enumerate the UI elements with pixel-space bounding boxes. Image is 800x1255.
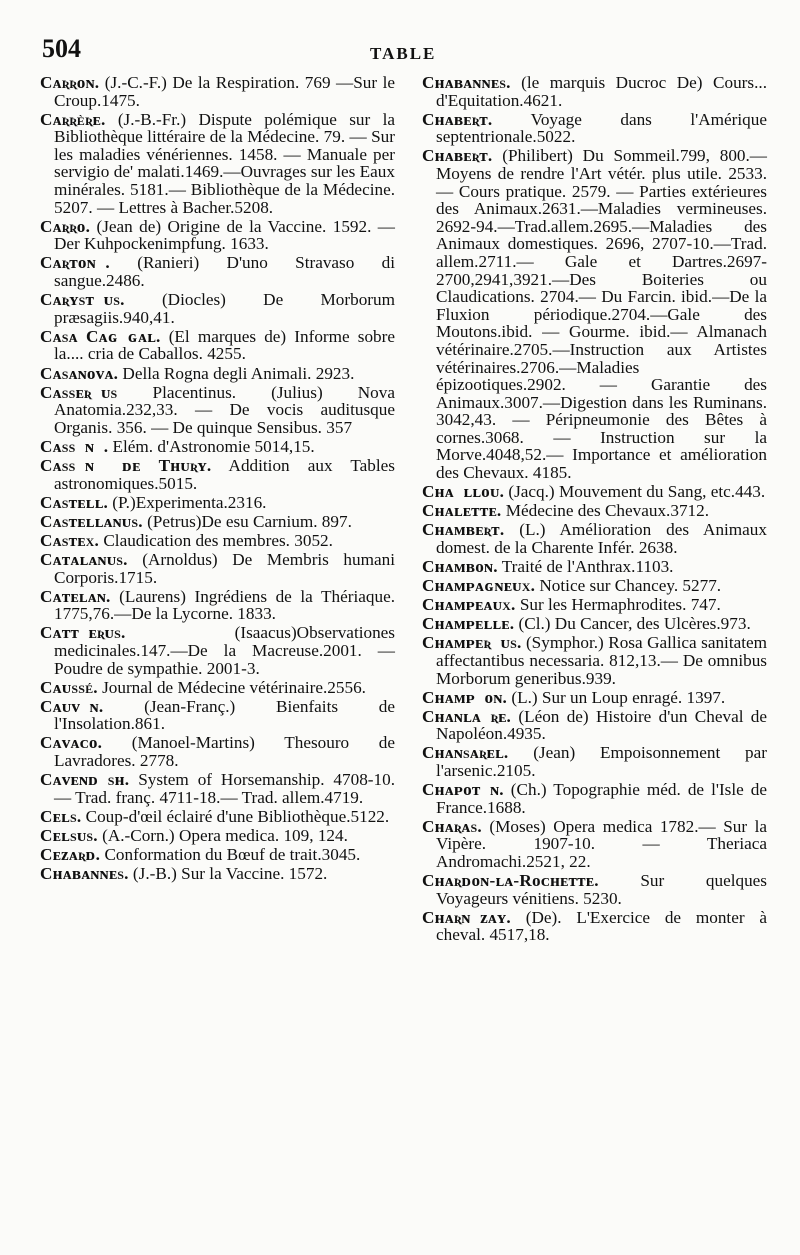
entry-text: Notice sur Chancey. 5277.: [539, 576, 722, 596]
entry-text: (Symphor.) Rosa Gallica sanitatem affectantibus necessaria. 812,13.— De omnibus Morborum generibus.939.: [436, 633, 768, 688]
entry-headword: Cʜᴀʙᴀɴɴᴇs.: [40, 864, 129, 884]
index-entry: [422, 502, 767, 520]
entry-headword: Cᴀʀᴛᴏɴɪ.: [40, 253, 110, 273]
entry-headword: Cʜᴀᴍᴘɪᴏɴ.: [422, 687, 508, 707]
entry-text: Sur les Hermaphrodites. 747.: [519, 595, 721, 615]
index-entry: [40, 679, 395, 697]
index-entry: [40, 588, 395, 623]
entry-headword: Cʜᴀʀᴀs.: [422, 816, 482, 836]
index-entry: [40, 846, 395, 864]
entry-text: (Jean de) Origine de la Vaccine. 1592. — Der Kuhpockenimpfung. 1633.: [54, 216, 395, 254]
left-column: [40, 74, 395, 884]
entry-headword: Cʜᴀᴘᴏᴛɪɴ.: [422, 780, 504, 800]
entry-headword: Cᴀᴛᴇʟᴀɴ.: [40, 586, 111, 606]
entry-text: (Jean-Franç.) Bienfaits de l'Insolation.861.: [54, 696, 395, 734]
entry-headword: Cʜᴀʀᴅᴏɴ-ʟᴀ-Rᴏᴄʜᴇᴛᴛᴇ.: [422, 871, 599, 891]
entry-headword: Cᴀsᴛᴇʟʟ.: [40, 492, 108, 512]
entry-text: (Ranieri) D'uno Stravaso di sangue.2486.: [54, 253, 395, 291]
entry-headword: Cᴀssɪɴɪ.: [40, 436, 109, 456]
index-entry: [40, 865, 395, 883]
entry-headword: Cᴀᴛᴛɪᴇʀᴜs.: [40, 623, 126, 643]
entry-text: (El marques de) Informe sobre la.... cria de Caballos. 4255.: [54, 326, 395, 364]
entry-text: Médecine des Chevaux.3712.: [505, 501, 710, 521]
entry-text: (J.-B.-Fr.) Dispute polémique sur la Bibliothèque littéraire de la Médecine. 79. — Sur les maladies vénériennes. 1458. — Manuale per servigio de' malati.1469.—Ouvrages sur les Eaux minérales. 5181.— Bibliothèque de la Médecine. 5207. — Lettres à Bacher.5208.: [54, 109, 396, 217]
index-entry: [40, 365, 395, 383]
entry-text: Elém. d'Astronomie 5014,15.: [112, 436, 315, 456]
entry-headword: Cᴀᴜᴠɪɴ.: [40, 696, 104, 716]
index-entry: [422, 596, 767, 614]
entry-headword: Cᴀʀʀᴏɴ.: [40, 73, 100, 92]
index-entry: [40, 328, 395, 363]
entry-headword: Cᴇʟs.: [40, 806, 82, 826]
entry-text: Addition aux Tables astronomiques.5015.: [54, 455, 395, 493]
entry-headword: Cʜᴀᴍᴘᴇʀɪᴜs.: [422, 633, 522, 653]
entry-text: (De). L'Exercice de monter à cheval. 4517,18.: [436, 907, 767, 945]
running-head: TABLE: [370, 44, 437, 63]
entry-text: (Moses) Opera medica 1782.— Sur la Vipère. 1907-10. — Theriaca Andromachi.2521, 22.: [436, 816, 767, 872]
entry-headword: Cᴀᴠᴀᴄᴏ.: [40, 733, 103, 753]
entry-headword: Cᴀʀʏsᴛɪᴜs.: [40, 290, 125, 310]
index-entry: [40, 827, 395, 845]
entry-text: Placentinus. (Julius) Nova Anatomia.232,33. — De vocis auditusque Organis. 356. — De quinque Sensibus. 357: [54, 382, 395, 437]
entry-text: Traité de l'Anthrax.1103.: [501, 557, 674, 577]
entry-text: (J.-B.) Sur la Vaccine. 1572.: [132, 864, 328, 884]
entry-text: (Jean) Empoisonnement par l'arsenic.2105.: [436, 743, 767, 781]
index-entry: [40, 698, 395, 733]
index-entry: [422, 521, 767, 556]
entry-headword: Cᴀsᴀɴᴏᴠᴀ.: [40, 363, 119, 383]
entry-text: Conformation du Bœuf de trait.3045.: [104, 844, 361, 864]
entry-headword: Cʜᴀᴍᴘᴀɢɴᴇᴜx.: [422, 576, 536, 596]
entry-text: (Jacq.) Mouvement du Sang, etc.443.: [508, 482, 766, 502]
index-entry: [40, 254, 395, 289]
entry-headword: Cʜᴀʟᴇᴛᴛᴇ.: [422, 501, 502, 521]
entry-headword: Cᴀsᴀ Cᴀɢɪɢᴀʟ.: [40, 326, 161, 346]
entry-headword: Cʜᴀɴʟᴀɪʀᴇ.: [422, 706, 512, 726]
index-entry: [40, 291, 395, 326]
entry-text: (Léon de) Histoire d'un Cheval de Napoléon.4935.: [436, 706, 767, 744]
index-entry: [40, 624, 395, 677]
entry-text: (Cl.) Du Cancer, des Ulcères.973.: [518, 614, 751, 634]
index-entry: [422, 744, 767, 779]
entry-headword: Cʜᴀʙᴀɴɴᴇs.: [422, 73, 511, 92]
entry-headword: Cʜᴀɴsᴀʀᴇʟ.: [422, 743, 509, 763]
index-entry: [422, 483, 767, 501]
index-entry: [422, 111, 767, 146]
index-entry: [422, 818, 767, 871]
index-entry: [422, 147, 767, 481]
right-column: [422, 74, 767, 946]
index-entry: [40, 74, 395, 109]
index-entry: [422, 689, 767, 707]
entry-headword: Cᴇʟsᴜs.: [40, 825, 98, 845]
entry-text: (Philibert) Du Sommeil.799, 800.—Moyens de rendre l'Art vétér. plus utile. 2533. — Cours pratique. 2579. — Parties extérieures des Animaux.2631.—Maladies vermineuses. 2692-94.—Trad.allem.2695.—Maladies des Animaux domestiques. 2696, 2707-10.—Trad. allem.2711.— Gale et Dartres.2697-2700,2941,3921.—Des Boiteries ou Claudications. 2704.— Du Farcin. ibid.—De la Fluxion périodique.2704.—Gale des Moutons.ibid. — Gourme. ibid.— Almanach vétérinaire.2705.—Instruction aux Artistes vétérinaires.2706.—Maladies épizootiques.2902. — Garantie des Animaux.3007.—Digestion dans les Ruminans. 3042,43. — Péripneumonie des Bêtes à cornes.3068. — Instruction sur la Morve.4048,52.— Importance et amélioration des Chevaux. 4185.: [436, 146, 767, 483]
entry-text: (Arnoldus) De Membris humani Corporis.1715.: [54, 549, 395, 587]
index-entry: [422, 577, 767, 595]
entry-text: (Manoel-Martins) Thesouro de Lavradores. 2778.: [54, 733, 396, 770]
entry-text: Coup-d'œil éclairé d'une Bibliothèque.5122.: [85, 806, 390, 826]
entry-text: (J.-C.-F.) De la Respiration. 769 —Sur le Croup.1475.: [54, 73, 395, 110]
entry-headword: Cʜᴀɪʟʟᴏᴜ.: [422, 482, 505, 502]
index-entry: [40, 513, 395, 531]
entry-headword: Cᴀᴠᴇɴᴅɪsʜ.: [40, 770, 130, 790]
index-entry: [422, 781, 767, 816]
index-entry: [422, 74, 767, 109]
index-entry: [40, 494, 395, 512]
page-number: 504: [42, 34, 81, 63]
entry-headword: Cᴀssɪɴɪ ᴅᴇ Tʜᴜʀʏ.: [40, 455, 212, 475]
entry-text: (Diocles) De Morborum præsagiis.940,41.: [54, 290, 395, 327]
index-entry: [422, 708, 767, 743]
entry-text: (Laurens) Ingrédiens de la Thériaque. 1775,76.—De la Lycorne. 1833.: [54, 586, 396, 624]
entry-headword: Cᴀsᴛᴇʟʟᴀɴᴜs.: [40, 511, 143, 531]
entry-headword: Cᴀssᴇʀɪᴜs: [40, 382, 118, 402]
entry-headword: Cᴀʀʀèʀᴇ.: [40, 109, 106, 129]
index-entry: [40, 532, 395, 550]
entry-headword: Cʜᴀᴍᴘᴇʟʟᴇ.: [422, 614, 515, 634]
entry-headword: Cᴇᴢᴀʀᴅ.: [40, 844, 101, 864]
index-entry: [40, 457, 395, 492]
entry-text: (A.-Corn.) Opera medica. 109, 124.: [102, 825, 348, 845]
entry-text: Claudication des membres. 3052.: [103, 530, 333, 550]
entry-headword: Cʜᴀʀɴɪᴢᴀʏ.: [422, 907, 511, 927]
index-entry: [422, 634, 767, 687]
index-entry: [40, 218, 395, 253]
index-entry: [422, 909, 767, 944]
entry-text: (L.) Sur un Loup enragé. 1397.: [511, 687, 726, 707]
index-entry: [40, 111, 395, 217]
entry-text: (Isaacus)Observationes medicinales.147.—De la Macreuse.2001. — Poudre de sympathie. 2001-3.: [54, 623, 395, 678]
index-entry: [40, 808, 395, 826]
entry-text: Voyage dans l'Amérique septentrionale.5022.: [436, 109, 767, 147]
index-entry: [422, 872, 767, 907]
index-entry: [40, 771, 395, 806]
index-entry: [40, 551, 395, 586]
entry-text: (P.)Experimenta.2316.: [112, 492, 267, 512]
index-entry: [40, 384, 395, 437]
entry-headword: Cᴀʀʀᴏ.: [40, 216, 91, 236]
entry-headword: Cʜᴀᴍʙᴏɴ.: [422, 557, 498, 577]
entry-text: Journal de Médecine vétérinaire.2556.: [102, 677, 366, 697]
index-entry: [422, 558, 767, 576]
entry-headword: Cʜᴀʙᴇʀᴛ.: [422, 146, 493, 166]
entry-headword: Cʜᴀᴍᴘᴇᴀᴜx.: [422, 595, 516, 615]
entry-headword: Cᴀsᴛᴇx.: [40, 530, 100, 550]
entry-text: Della Rogna degli Animali. 2923.: [122, 363, 355, 383]
index-entry: [422, 615, 767, 633]
entry-headword: Cʜᴀᴍʙᴇʀᴛ.: [422, 520, 505, 540]
entry-text: System of Horsemanship. 4708-10. — Trad. franç. 4711-18.— Trad. allem.4719.: [54, 770, 395, 807]
entry-headword: Cʜᴀʙᴇʀᴛ.: [422, 109, 493, 129]
entry-text: (L.) Amélioration des Animaux domest. de la Charente Infér. 2638.: [436, 520, 767, 557]
index-entry: [40, 438, 395, 456]
entry-text: (le marquis Ducroc De) Cours... d'Equitation.4621.: [436, 73, 767, 110]
entry-headword: Cᴀᴛᴀʟᴀɴᴜs.: [40, 549, 128, 569]
entry-text: (Petrus)De esu Carnium. 897.: [147, 511, 352, 531]
index-entry: [40, 734, 395, 769]
entry-headword: Cᴀᴜssé.: [40, 677, 98, 697]
entry-text: Sur quelques Voyageurs vénitiens. 5230.: [436, 871, 767, 908]
entry-text: (Ch.) Topographie méd. de l'Isle de France.1688.: [436, 780, 767, 817]
